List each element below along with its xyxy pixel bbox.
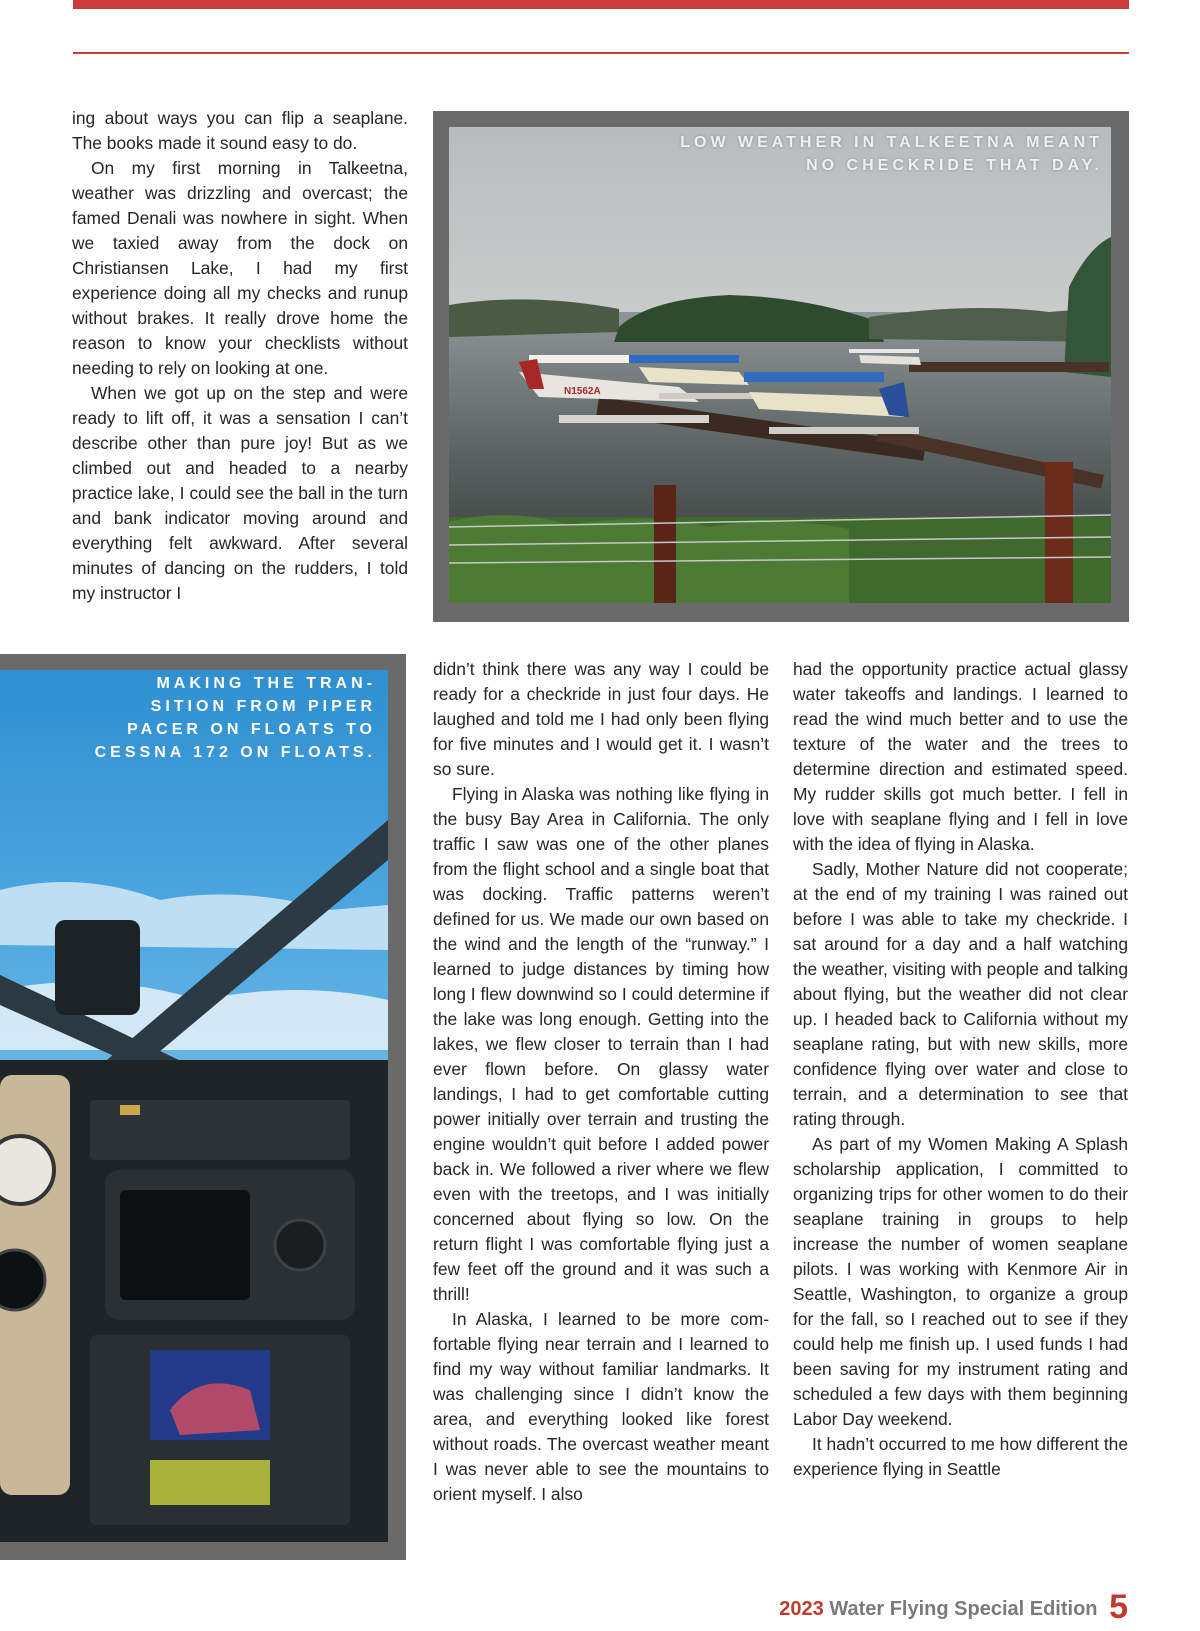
photo-seaplanes-at-dock <box>449 127 1111 603</box>
paragraph: Sadly, Mother Nature did not cooperate; at the end of my training I was rained out before I was able to take my checkride. I sat around for a day and a half watching the weather, visiting with people and talking about flying, but the weather did not clear up. I headed back to California without my seaplane rating, but with new skills, more confidence flying over water and close to terrain, and a determination to see that rating through. <box>793 859 1128 1129</box>
text-column-3 <box>793 657 1128 1482</box>
paragraph: It hadn’t occurred to me how different the experience flying in Seattle <box>793 1434 1128 1479</box>
photo-cockpit-view <box>0 670 388 1542</box>
seaplanes-dock-illustration <box>449 127 1111 603</box>
photo-caption: LOW WEATHER IN TALKEETNA MEANT NO CHECKRIDE THAT DAY. <box>680 134 1103 174</box>
photo-lake-dock-frame <box>433 111 1129 622</box>
header-rule <box>73 52 1129 54</box>
paragraph: When we got up on the step and were ready to lift off, it was a sensation I can’t describe other than pure joy! But as we climbed out and headed to a nearby practice lake, I could see the ball in the turn and bank indicator moving around and everything felt awkward. After several minutes of dancing on the rudders, I told my instructor I <box>72 383 408 603</box>
page-footer <box>779 1590 1128 1626</box>
paragraph: Flying in Alaska was nothing like flying in the busy Bay Area in California. The only traffic I saw was one of the other planes from the flight school and a single boat that was docking. Traffic patterns weren’t defined for us. We made our own based on the wind and the length of the “runway.” I learned to judge distances by timing how long I flew downwind so I could determine if the lake was long enough. Getting into the lakes, we flew closer to terrain than I had ever flown before. On glassy water landings, I had to get comfortable cutting power initially over terrain and trusting the engine wouldn’t quit before I added power back in. We followed a river where we flew even with the treetops, and I was initially concerned about flying so low. On the return flight I was comfortable flying just a few feet off the ground and it was such a thrill! <box>433 784 769 1304</box>
paragraph: didn’t think there was any way I could be ready for a checkride in just four days. He laughed and told me I had only been flying for five minutes and I would get it. I wasn’t so sure. <box>433 659 769 779</box>
paragraph: had the opportunity practice actual glassy water takeoffs and landings. I learned to read the wind much better and to use the texture of the water and the trees to determine direction and estimated speed. My rudder skills got much better. I fell in love with seaplane flying and I fell in love with the idea of flying in Alaska. <box>793 659 1128 854</box>
paragraph: ing about ways you can flip a seaplane. The books made it sound easy to do. <box>72 108 408 153</box>
paragraph: On my first morning in Talkeetna, weather was drizzling and overcast; the famed Denali was nowhere in sight. When we taxied away from the dock on Christiansen Lake, I had my first experience doing all my checks and runup without brakes. It really drove home the reason to know your checklists without needing to rely on looking at one. <box>72 158 408 378</box>
photo-cockpit-frame <box>0 654 406 1560</box>
text-column-2 <box>433 657 769 1507</box>
page-number: 5 <box>1109 1588 1128 1626</box>
cockpit-illustration <box>0 670 388 1542</box>
top-accent-bar <box>73 0 1129 9</box>
svg-text:N1562A: N1562A <box>564 386 601 397</box>
footer-year: 2023 <box>779 1598 824 1620</box>
footer-title: Water Flying Special Edition <box>829 1598 1098 1620</box>
photo-caption: MAKING THE TRAN- SITION FROM PIPER PACER ON FLOATS TO CESSNA 172 ON FLOATS. <box>94 675 376 761</box>
text-column-1 <box>72 106 408 606</box>
paragraph: In Alaska, I learned to be more comfortable flying near terrain and I learned to find my way without familiar landmarks. It was challenging since I didn’t know the area, and everything looked like forest without roads. The overcast weather meant I was never able to see the mountains to orient myself. I also <box>433 1309 769 1504</box>
paragraph: As part of my Women Making A Splash scholarship application, I committed to organizing trips for other women to do their seaplane training in groups to help increase the number of women seaplane pilots. I was working with Kenmore Air in Seattle, Washington, to organize a group for the fall, so I reached out to see if they could help me finish up. I used funds I had been saving for my instrument rating and scheduled a few days with them beginning Labor Day weekend. <box>793 1134 1128 1429</box>
